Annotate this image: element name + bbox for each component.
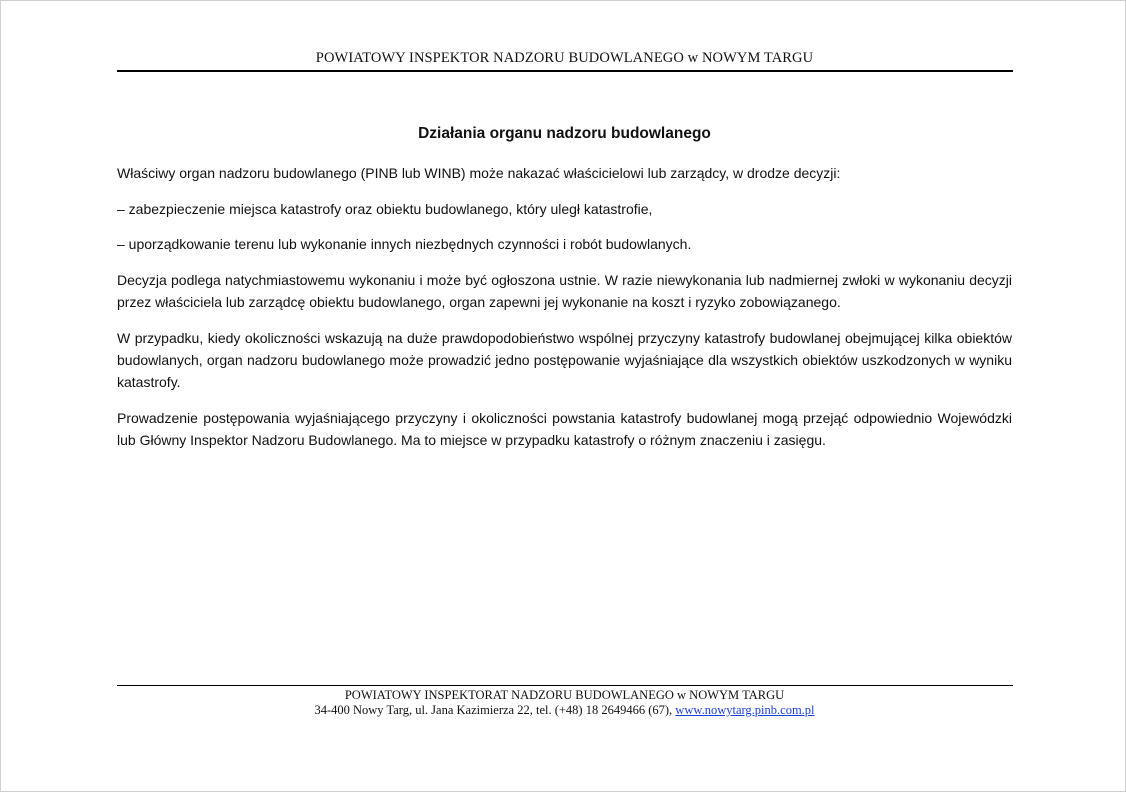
paragraph-investigation: Prowadzenie postępowania wyjaśniającego przyczyny i okoliczności powstania katastrofy budowlanej mogą przejąć odpowiednio Wojewódzki lub Główny Inspektor Nadzoru Budowlanego. Ma to miejsce w przypadku katastrofy o różnym znaczeniu i zasięgu. bbox=[117, 410, 1012, 448]
paragraph-decision: Decyzja podlega natychmiastowemu wykonaniu i może być ogłoszona ustnie. W razie niewykonania lub nadmiernej zwłoki w wykonaniu decyzji przez właściciela lub zarządcę obiektu budowlanego, organ zapewni jej wykonanie na koszt i ryzyko zobowiązanego. bbox=[117, 272, 1012, 310]
footer-divider bbox=[117, 685, 1013, 686]
document-title: Działania organu nadzoru budowlanego bbox=[418, 125, 711, 142]
list-item: – zabezpieczenie miejsca katastrofy oraz obiektu budowlanego, który uległ katastrofie, bbox=[117, 201, 653, 217]
header-divider bbox=[117, 70, 1013, 72]
website-link[interactable]: www.nowytarg.pinb.com.pl bbox=[675, 703, 815, 717]
footer-address: 34-400 Nowy Targ, ul. Jana Kazimierza 22, tel. (+48) 18 2649466 (67), bbox=[314, 703, 676, 717]
page-header: POWIATOWY INSPEKTOR NADZORU BUDOWLANEGO w NOWYM TARGU bbox=[315, 50, 814, 66]
page-footer bbox=[117, 688, 1012, 718]
list-item: – uporządkowanie terenu lub wykonanie innych niezbędnych czynności i robót budowlanych. bbox=[117, 236, 692, 252]
footer-contact-line bbox=[117, 703, 1012, 718]
paragraph-shared-cause: W przypadku, kiedy okoliczności wskazują na duże prawdopodobieństwo wspólnej przyczyny katastrofy budowlanej obejmującej kilka obiektów budowlanych, organ nadzoru budowlanego może prowadzić jedno postępowanie wyjaśniające dla wszystkich obiektów uszkodzonych w wyniku katastrofy. bbox=[117, 330, 1012, 390]
footer-office-name: POWIATOWY INSPEKTORAT NADZORU BUDOWLANEGO w NOWYM TARGU bbox=[344, 688, 785, 702]
intro-paragraph: Właściwy organ nadzoru budowlanego (PINB lub WINB) może nakazać właścicielowi lub zarządcy, w drodze decyzji: bbox=[117, 165, 841, 181]
